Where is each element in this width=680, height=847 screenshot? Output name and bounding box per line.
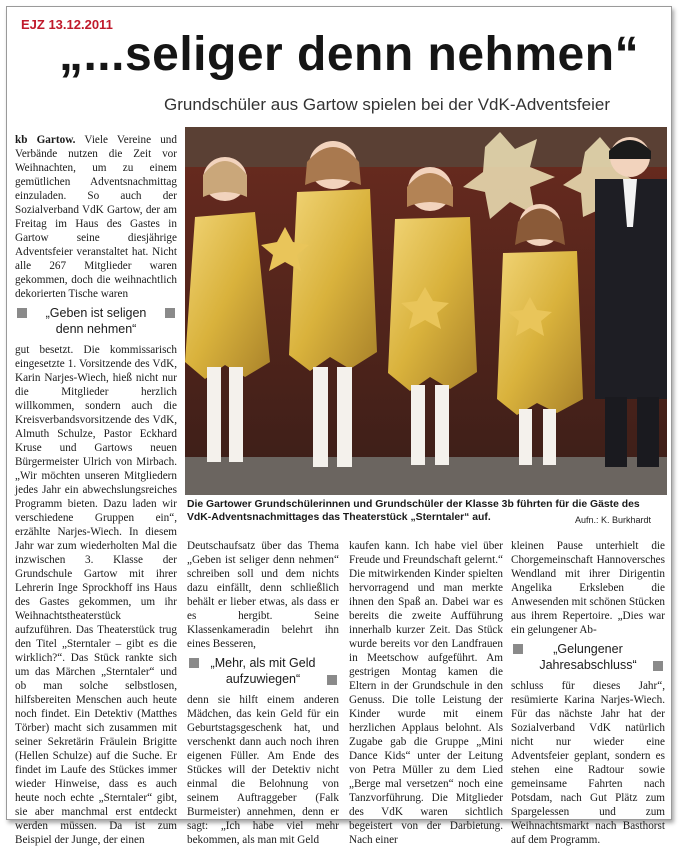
section-square-icon (189, 658, 199, 668)
location-prefix: kb (15, 134, 28, 146)
column-1-intro: Viele Vereine und Verbände nutzen die Zeit vor Weihnachten, um zu einem gemütlichen Adventsnachmittag einzuladen. So auch der Sozialverband VdK Gartow, der am Freitag im Haus des Gastes in Gartow seine diesjährige Adventsfeier veranstaltet hat. Nicht alle 267 Mitglieder waren gekommen, doch die weihnachtlich dekorierten Tische waren (15, 134, 177, 300)
location: Gartow. (36, 134, 76, 146)
section-heading-3-text: „Gelungener Jahresabschluss“ (539, 642, 637, 672)
article-subheadline: Grundschüler aus Gartow spielen bei der VdK-Adventsfeier (163, 95, 610, 114)
photo-credit: Aufn.: K. Burkhardt (575, 515, 652, 525)
section-square-icon (165, 308, 175, 318)
section-square-icon (327, 675, 337, 685)
article-column-3 (349, 539, 503, 847)
column-2-body: denn sie hilft einem anderen Mädchen, das kein Geld für ein Geburtstagsgeschenk hat, und verschenkt dann auch noch ihren eigenen Füller. Am Ende des Stückes will der Detektiv nicht einmal die Belohnung von seinem Auftraggeber (Falk Burmeister) annehmen, denn er sagt: „Ich habe viel mehr bekommen, als man mit Geld (187, 694, 339, 846)
newspaper-source-label: EJZ 13.12.2011 (21, 17, 113, 32)
column-4-body: schluss für dieses Jahr“, resümierte Karina Narjes-Wiech. Für das nächste Jahr hat der Sozialverband VdK natürlich nicht nur wieder eine Adventsfeier geplant, sondern es stehen eine Radtour sowie gemeinsame Fahrten nach Potsdam, nach Gut Plätz zum Spargelessen und zum Weihnachtsmarkt nach Basthorst auf dem Programm. (511, 680, 665, 846)
section-heading-2 (187, 655, 339, 687)
photo-caption: Die Gartower Grundschülerinnen und Grundschüler der Klasse 3b führten für die Gäste des VdK-Adventsnachmittages das Theaterstück „Sterntaler“ auf. (187, 499, 640, 523)
column-2-intro: Deutschaufsatz über das Thema „Geben ist seliger denn nehmen“ schreiben soll und dem nichts dazu einfällt, denn schließlich behält er lieber etwas, als dass er es hergibt. Seine Klassenkameradin belehrt ihn eines Besseren, (187, 540, 339, 650)
section-heading-1 (15, 305, 177, 337)
section-heading-1-text: „Geben ist seligen denn nehmen“ (45, 306, 147, 336)
column-4-intro: kleinen Pause unterhielt die Chorgemeinschaft Hannoversches Wendland mit ihrer Dirigentin Angelika Erksleben die Anwesenden mit schönen Stücken aus ihrem Repertoire. „Dies war ein gelungener Ab- (511, 540, 665, 636)
article-headline: „...seliger denn nehmen“ (58, 28, 640, 81)
column-1-body: gut besetzt. Die kommissarisch eingesetzte 1. Vorsitzende des VdK, Karin Narjes-Wiech, hieß nicht nur die Mitglieder herzlich willkommen, sondern auch die Kreisverbandsvorsitzende des VdK, Almuth Schulze, Pastor Eckhard Kruse und Gartows neuen Bürgermeister Ulrich von Mirbach. „Wir möchten unseren Mitgliedern jedes Jahr ein abwechslungsreiches Programm bieten. Dazu laden wir verschiedene Gruppen ein“, erzählte Narjes-Wiech. In diesem Jahr war zum wiederholten Mal die inzwischen 3. Klasse der Grundschule Gartow mit ihrer Lehrerin Inge Sprockhoff ins Haus des Gastes gekommen, um ihr Weihnachtstheaterstück aufzuführen. Das Theaterstück trug den Titel „Sterntaler – gibt es die wirklich?“. Das Stück rankte sich um das Märchen „Sterntaler“ und ob man solche selbstlosen, hilfsbereiten Menschen auch heute noch findet. Ein Detektiv (Matthes Törber) macht sich zusammen mit seiner Sekretärin Fräulein Brigitte (Hellen Schulze) auf die Suche. Er findet im Laufe des Stückes immer wieder Hinweise, dass es auch heute noch echte „Sterntaler“ gibt, sie aber manchmal erst entdeckt werden müssen. Da ist zum Beispiel der Junge, der einen (15, 344, 177, 846)
article-column-2 (187, 539, 339, 847)
section-heading-3 (511, 641, 665, 673)
section-heading-2-text: „Mehr, als mit Geld aufzuwiegen“ (210, 656, 316, 686)
section-square-icon (513, 644, 523, 654)
section-square-icon (653, 661, 663, 671)
article-column-4 (511, 539, 665, 847)
article-photo (185, 127, 667, 495)
children-play-photo (185, 127, 667, 495)
newspaper-clipping (6, 6, 672, 846)
column-3-body: kaufen kann. Ich habe viel über Freude und Freundschaft gelernt.“ Die mitwirkenden Kinder spielten hervorragend und man merkte ihnen den Spaß an. Dabei war es bereits die zweite Aufführung innerhalb kurzer Zeit. Das Stück wurde bereits vor den Landfrauen in Meetschow aufgeführt. Am gestrigen Montag kamen die Eltern in der Grundschule in den Genuss. Die tolle Leistung der Kinder wurde mit einem herzlichen Applaus belohnt. Als Zugabe gab die Gruppe „Mini Dance Kids“ unter der Leitung von Petra Müller zu dem Lied „Berge mal versetzen“ noch eine Tanzvorführung. Die Mitglieder des VdK waren sichtlich begeistert von der Darbietung. Nach einer (349, 540, 503, 846)
section-square-icon (17, 308, 27, 318)
article-column-1 (15, 133, 177, 847)
